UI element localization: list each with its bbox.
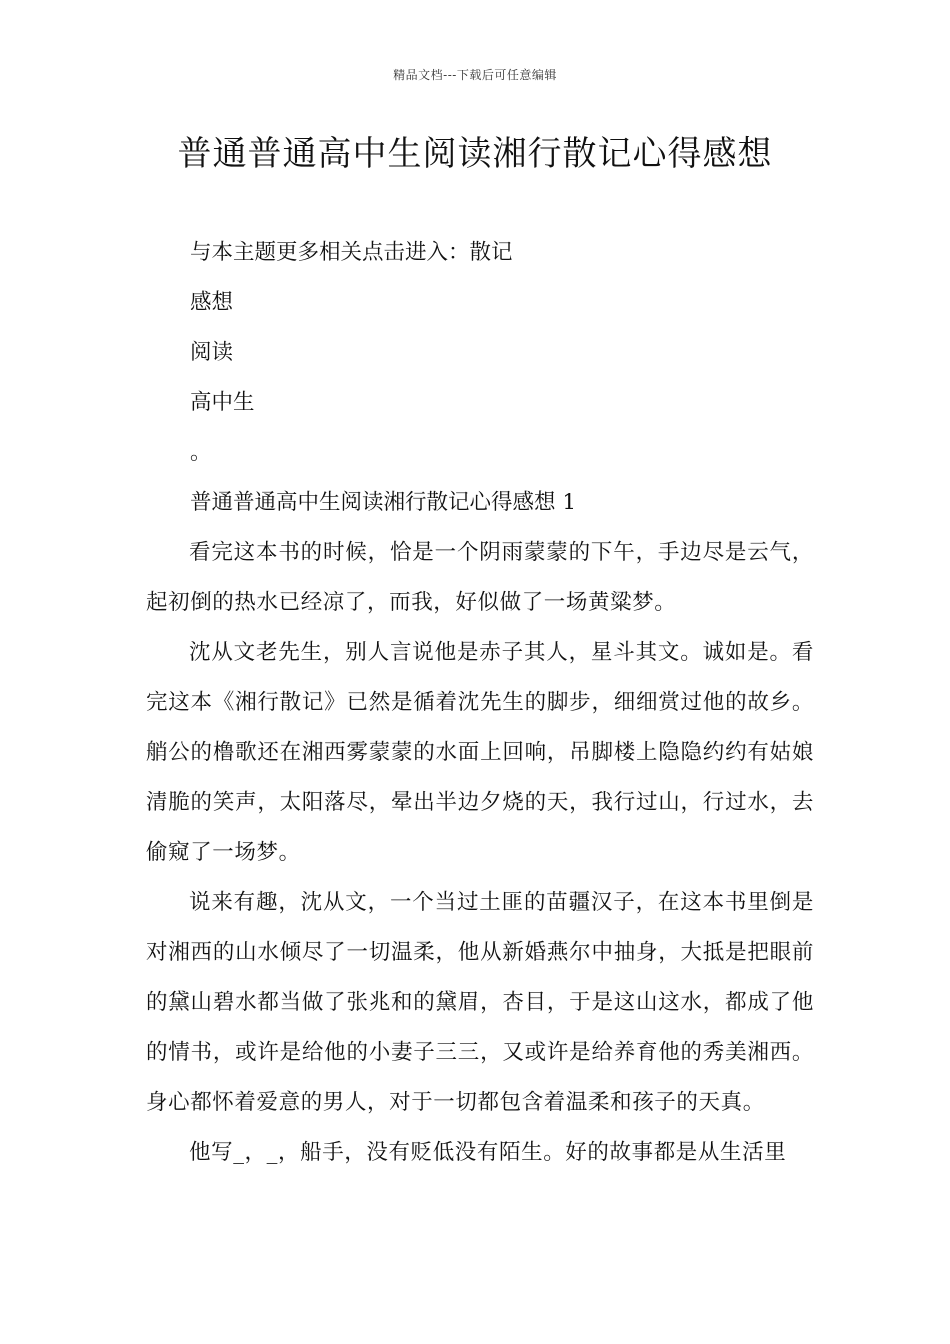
header-note: 精品文档---下载后可任意编辑 [393,68,557,82]
document-title: 普通普通高中生阅读湘行散记心得感想 [177,134,773,174]
paragraph: 他写_，_，船手，没有贬低没有陌生。好的故事都是从生活里 [189,1140,787,1165]
related-topics-line: 与本主题更多相关点击进入：散记 [190,240,513,265]
paragraph: 沈从文老先生，别人言说他是赤子其人，星斗其文。诚如是。看完这本《湘行散记》已然是循着沈先生的脚步，细细赏过他的故乡。艄公的橹歌还在湘西雾蒙蒙的水面上回响，吊脚楼上隐隐约约有姑娘清脆的笑声，太阳落尽，晕出半边夕烧的天，我行过山，行过水，去偷窥了一场梦。 [146,640,814,865]
document-body [146,228,814,1178]
paragraph: 看完这本书的时候，恰是一个阴雨蒙蒙的下午，手边尽是云气，起初倒的热水已经凉了，而我，好似做了一场黄粱梦。 [146,540,814,615]
related-topic-link[interactable]: 高中生 [190,390,255,415]
section-heading: 普通普通高中生阅读湘行散记心得感想 1 [190,490,577,515]
related-topic-link[interactable]: 阅读 [190,340,234,365]
related-topics-end: 。 [190,440,212,465]
related-topic-link[interactable]: 感想 [190,290,234,315]
paragraph: 说来有趣，沈从文，一个当过土匪的苗疆汉子，在这本书里倒是对湘西的山水倾尽了一切温柔，他从新婚燕尔中抽身，大抵是把眼前的黛山碧水都当做了张兆和的黛眉，杏目，于是这山这水，都成了他的情书，或许是给他的小妻子三三，又或许是给养育他的秀美湘西。身心都怀着爱意的男人，对于一切都包含着温柔和孩子的天真。 [146,890,814,1115]
